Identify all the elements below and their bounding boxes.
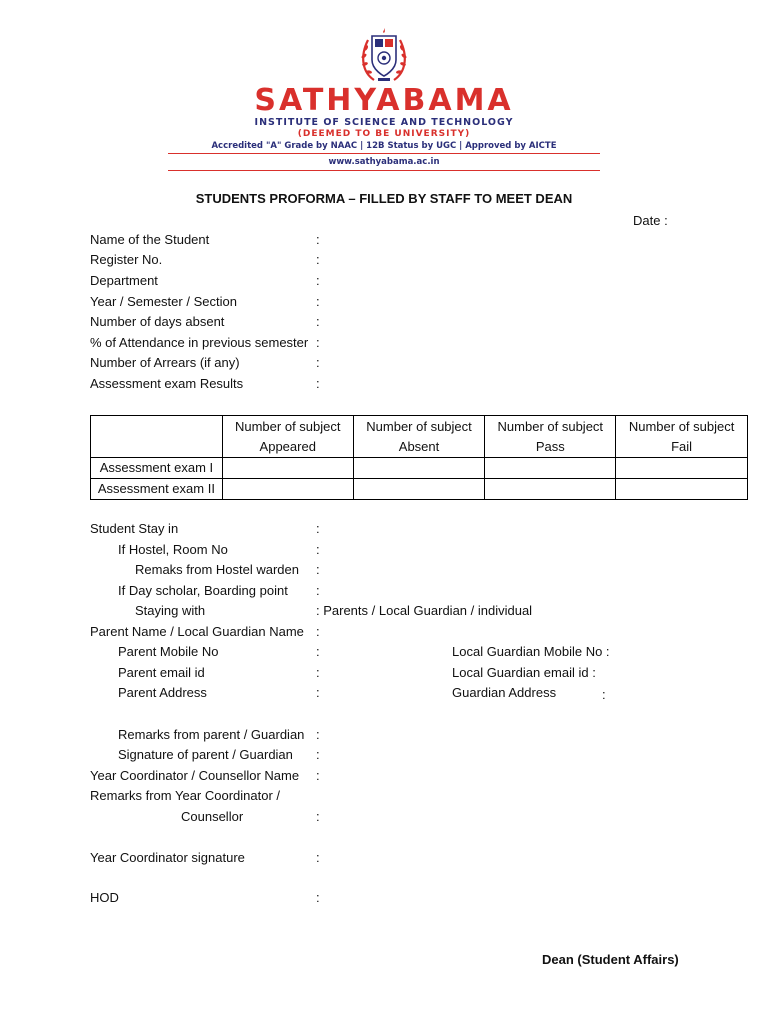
field-colon: :: [316, 562, 320, 577]
field-colon: :: [316, 314, 320, 329]
field-coordinator-remarks-cont: Counsellor: [181, 809, 244, 824]
accreditation-text: Accredited "A" Grade by NAAC | 12B Status by UGC | Approved by AICTE: [211, 141, 557, 151]
table-cell[interactable]: [222, 458, 353, 479]
field-coordinator-remarks: Remarks from Year Coordinator /: [90, 788, 281, 803]
table-cell[interactable]: [616, 479, 748, 500]
table-cell[interactable]: [485, 458, 616, 479]
field-parent-mobile: Parent Mobile No: [118, 644, 219, 659]
form-title: STUDENTS PROFORMA – FILLED BY STAFF TO MEET DEAN: [195, 191, 573, 206]
field-colon: :: [316, 890, 320, 905]
field-year-semester-section: Year / Semester / Section: [90, 294, 237, 309]
field-coordinator-signature: Year Coordinator signature: [90, 850, 245, 865]
field-guardian-mobile: Local Guardian Mobile No :: [452, 644, 610, 659]
institution-name: SATHYABAMA: [254, 83, 514, 118]
table-row: [91, 479, 748, 500]
table-cell[interactable]: [353, 479, 485, 500]
table-cell[interactable]: [353, 458, 485, 479]
field-colon: :: [316, 809, 320, 824]
field-colon: :: [316, 542, 320, 557]
table-header-line2: Appeared: [259, 438, 316, 454]
field-colon: :: [316, 521, 320, 536]
field-colon: :: [316, 335, 320, 350]
field-colon: :: [316, 727, 320, 742]
table-header-line2: Absent: [398, 438, 440, 454]
field-colon: :: [602, 687, 606, 702]
date-label: Date :: [633, 213, 668, 228]
table-header-line1: Number of subject: [628, 418, 735, 434]
table-header-blank: [91, 416, 223, 458]
field-colon: :: [316, 768, 320, 783]
field-colon: :: [316, 294, 320, 309]
field-parent-signature: Signature of parent / Guardian: [118, 747, 293, 762]
field-student-stay: Student Stay in: [90, 521, 179, 536]
institution-crest-icon: [352, 28, 416, 88]
field-department: Department: [90, 273, 158, 288]
table-cell[interactable]: [616, 458, 748, 479]
field-hod: HOD: [90, 890, 119, 905]
field-colon: :: [316, 376, 320, 391]
field-assessment-results: Assessment exam Results: [90, 376, 244, 391]
field-attendance-percent: % of Attendance in previous semester: [90, 335, 309, 350]
field-colon: :: [316, 850, 320, 865]
assessment-results-table: [90, 415, 748, 500]
table-cell[interactable]: [222, 479, 353, 500]
field-days-absent: Number of days absent: [90, 314, 225, 329]
field-parent-name: Parent Name / Local Guardian Name: [90, 624, 304, 639]
table-header-line2: Fail: [671, 438, 693, 454]
field-colon: :: [316, 583, 320, 598]
field-colon: :: [316, 252, 320, 267]
table-row: [91, 458, 748, 479]
field-guardian-address: Guardian Address: [452, 685, 557, 700]
institution-subtitle: INSTITUTE OF SCIENCE AND TECHNOLOGY: [254, 117, 514, 128]
table-header-line1: Number of subject: [234, 418, 341, 434]
table-header-cell: [222, 416, 353, 458]
table-row-label: Assessment exam II: [91, 479, 223, 500]
field-register-no: Register No.: [90, 252, 163, 267]
field-colon: :: [316, 624, 320, 639]
dean-signature-label: Dean (Student Affairs): [542, 952, 679, 967]
field-parent-remarks: Remarks from parent / Guardian: [118, 727, 305, 742]
field-colon: :: [316, 644, 320, 659]
field-colon: :: [316, 665, 320, 680]
deemed-university-text: (DEEMED TO BE UNIVERSITY): [297, 129, 471, 139]
table-row-label: Assessment exam I: [91, 458, 223, 479]
staying-with-options: : Parents / Local Guardian / individual: [316, 603, 533, 618]
field-boarding-point: If Day scholar, Boarding point: [118, 583, 288, 598]
field-coordinator-name: Year Coordinator / Counsellor Name: [90, 768, 300, 783]
field-hostel-remarks: Remaks from Hostel warden: [135, 562, 299, 577]
table-cell[interactable]: [485, 479, 616, 500]
field-colon: :: [316, 355, 320, 370]
field-staying-with: Staying with: [135, 603, 206, 618]
table-header-row: [91, 416, 748, 458]
website-text: www.sathyabama.ac.in: [328, 157, 440, 167]
table-header-line1: Number of subject: [366, 418, 472, 434]
table-header-cell: [485, 416, 616, 458]
table-header-line1: Number of subject: [497, 418, 604, 434]
table-header-cell: [353, 416, 485, 458]
field-colon: :: [316, 232, 320, 247]
field-parent-address: Parent Address: [118, 685, 207, 700]
table-header-cell: [616, 416, 748, 458]
header-divider-top: [168, 153, 600, 154]
field-colon: :: [316, 273, 320, 288]
table-header-line2: Pass: [535, 438, 565, 454]
field-hostel-room: If Hostel, Room No: [118, 542, 228, 557]
field-colon: :: [316, 685, 320, 700]
field-arrears: Number of Arrears (if any): [90, 355, 240, 370]
field-parent-email: Parent email id: [118, 665, 205, 680]
field-student-name: Name of the Student: [90, 232, 210, 247]
header-divider-bottom: [168, 170, 600, 171]
field-guardian-email: Local Guardian email id :: [452, 665, 596, 680]
field-colon: :: [316, 747, 320, 762]
